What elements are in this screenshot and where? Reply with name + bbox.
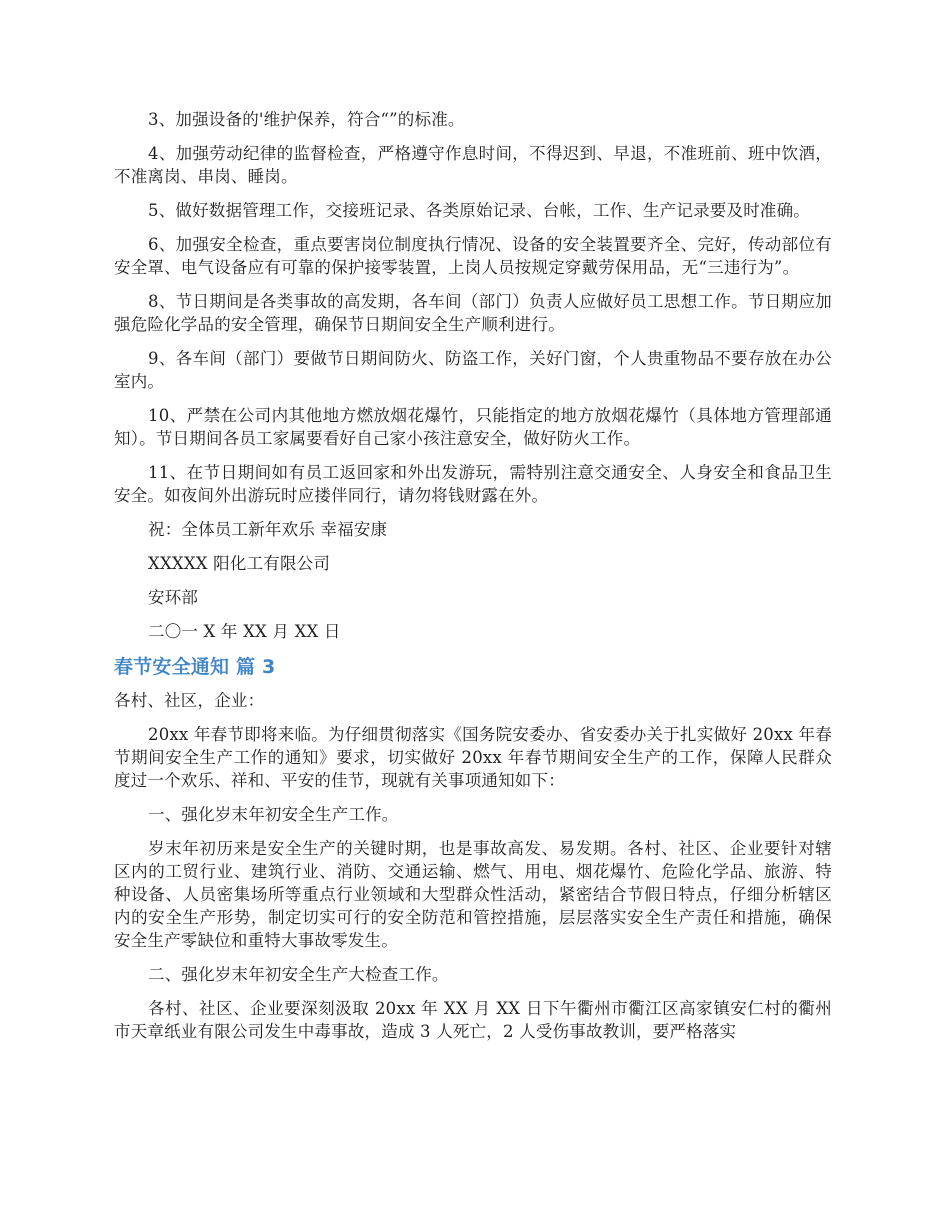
section-heading: 春节安全通知 篇 3 <box>114 656 276 678</box>
item-10: 10、严禁在公司内其他地方燃放烟花爆竹，只能指定的地方放烟花爆竹（具体地方管理部通知）。节日期间各员工家属要看好自己家小孩注意安全，做好防火工作。 <box>114 406 832 448</box>
point1-body: 岁末年初历来是安全生产的关键时期，也是事故高发、易发期。各村、社区、企业要针对辖区内的工贸行业、建筑行业、消防、交通运输、燃气、用电、烟花爆竹、危险化学品、旅游、特种设备、人员密集场所等重点行业领域和大型群众性活动，紧密结合节假日特点，仔细分析辖区内的安全生产形势，制定切实可行的安全防范和管控措施，层层落实安全生产责任和措施，确保安全生产零缺位和重特大事故零发生。 <box>114 839 832 950</box>
item-11: 11、在节日期间如有员工返回家和外出发游玩，需特别注意交通安全、人身安全和食品卫生安全。如夜间外出游玩时应搂伴同行，请勿将钱财露在外。 <box>114 463 832 505</box>
item-6: 6、加强安全检查，重点要害岗位制度执行情况、设备的安全装置要齐全、完好，传动部位有安全罩、电气设备应有可靠的保护接零装置，上岗人员按规定穿戴劳保用品，无“三违行为”。 <box>114 235 832 277</box>
item-4: 4、加强劳动纪律的监督检查，严格遵守作息时间，不得迟到、早退，不准班前、班中饮酒，不准离岗、串岗、睡岗。 <box>114 144 832 186</box>
point2-body: 各村、社区、企业要深刻汲取 20xx 年 XX 月 XX 日下午衢州市衢江区高家镇安仁村的衢州市天章纸业有限公司发生中毒事故，造成 3 人死亡，2 人受伤事故教训，要严格落实 <box>114 999 832 1041</box>
item-3: 3、加强设备的'维护保养，符合“”的标准。 <box>148 110 465 129</box>
item-9: 9、各车间（部门）要做节日期间防火、防盗工作，关好门窗，个人贵重物品不要存放在办公室内。 <box>114 349 832 391</box>
closing-company: XXXXX 阳化工有限公司 <box>148 554 331 573</box>
closing-wish: 祝：全体员工新年欢乐 幸福安康 <box>148 520 388 539</box>
document-page <box>114 108 832 1054</box>
item-8: 8、节日期间是各类事故的高发期，各车间（部门）负责人应做好员工思想工作。节日期应加强危险化学品的安全管理，确保节日期间安全生产顺利进行。 <box>114 292 832 334</box>
closing-date: 二〇一 X 年 XX 月 XX 日 <box>148 622 341 641</box>
intro-paragraph: 20xx 年春节即将来临。为仔细贯彻落实《国务院安委办、省安委办关于扎实做好 20xx 年春节期间安全生产工作的通知》要求，切实做好 20xx 年春节期间安全生产的工作，保障人民群众度过一个欢乐、祥和、平安的佳节，现就有关事项通知如下： <box>114 725 832 790</box>
closing-department: 安环部 <box>148 588 199 607</box>
salutation: 各村、社区，企业： <box>114 691 265 710</box>
item-5: 5、做好数据管理工作，交接班记录、各类原始记录、台帐，工作、生产记录要及时准确。 <box>148 201 810 220</box>
point1-title: 一、强化岁末年初安全生产工作。 <box>148 805 399 824</box>
point2-title: 二、强化岁末年初安全生产大检查工作。 <box>148 965 449 984</box>
